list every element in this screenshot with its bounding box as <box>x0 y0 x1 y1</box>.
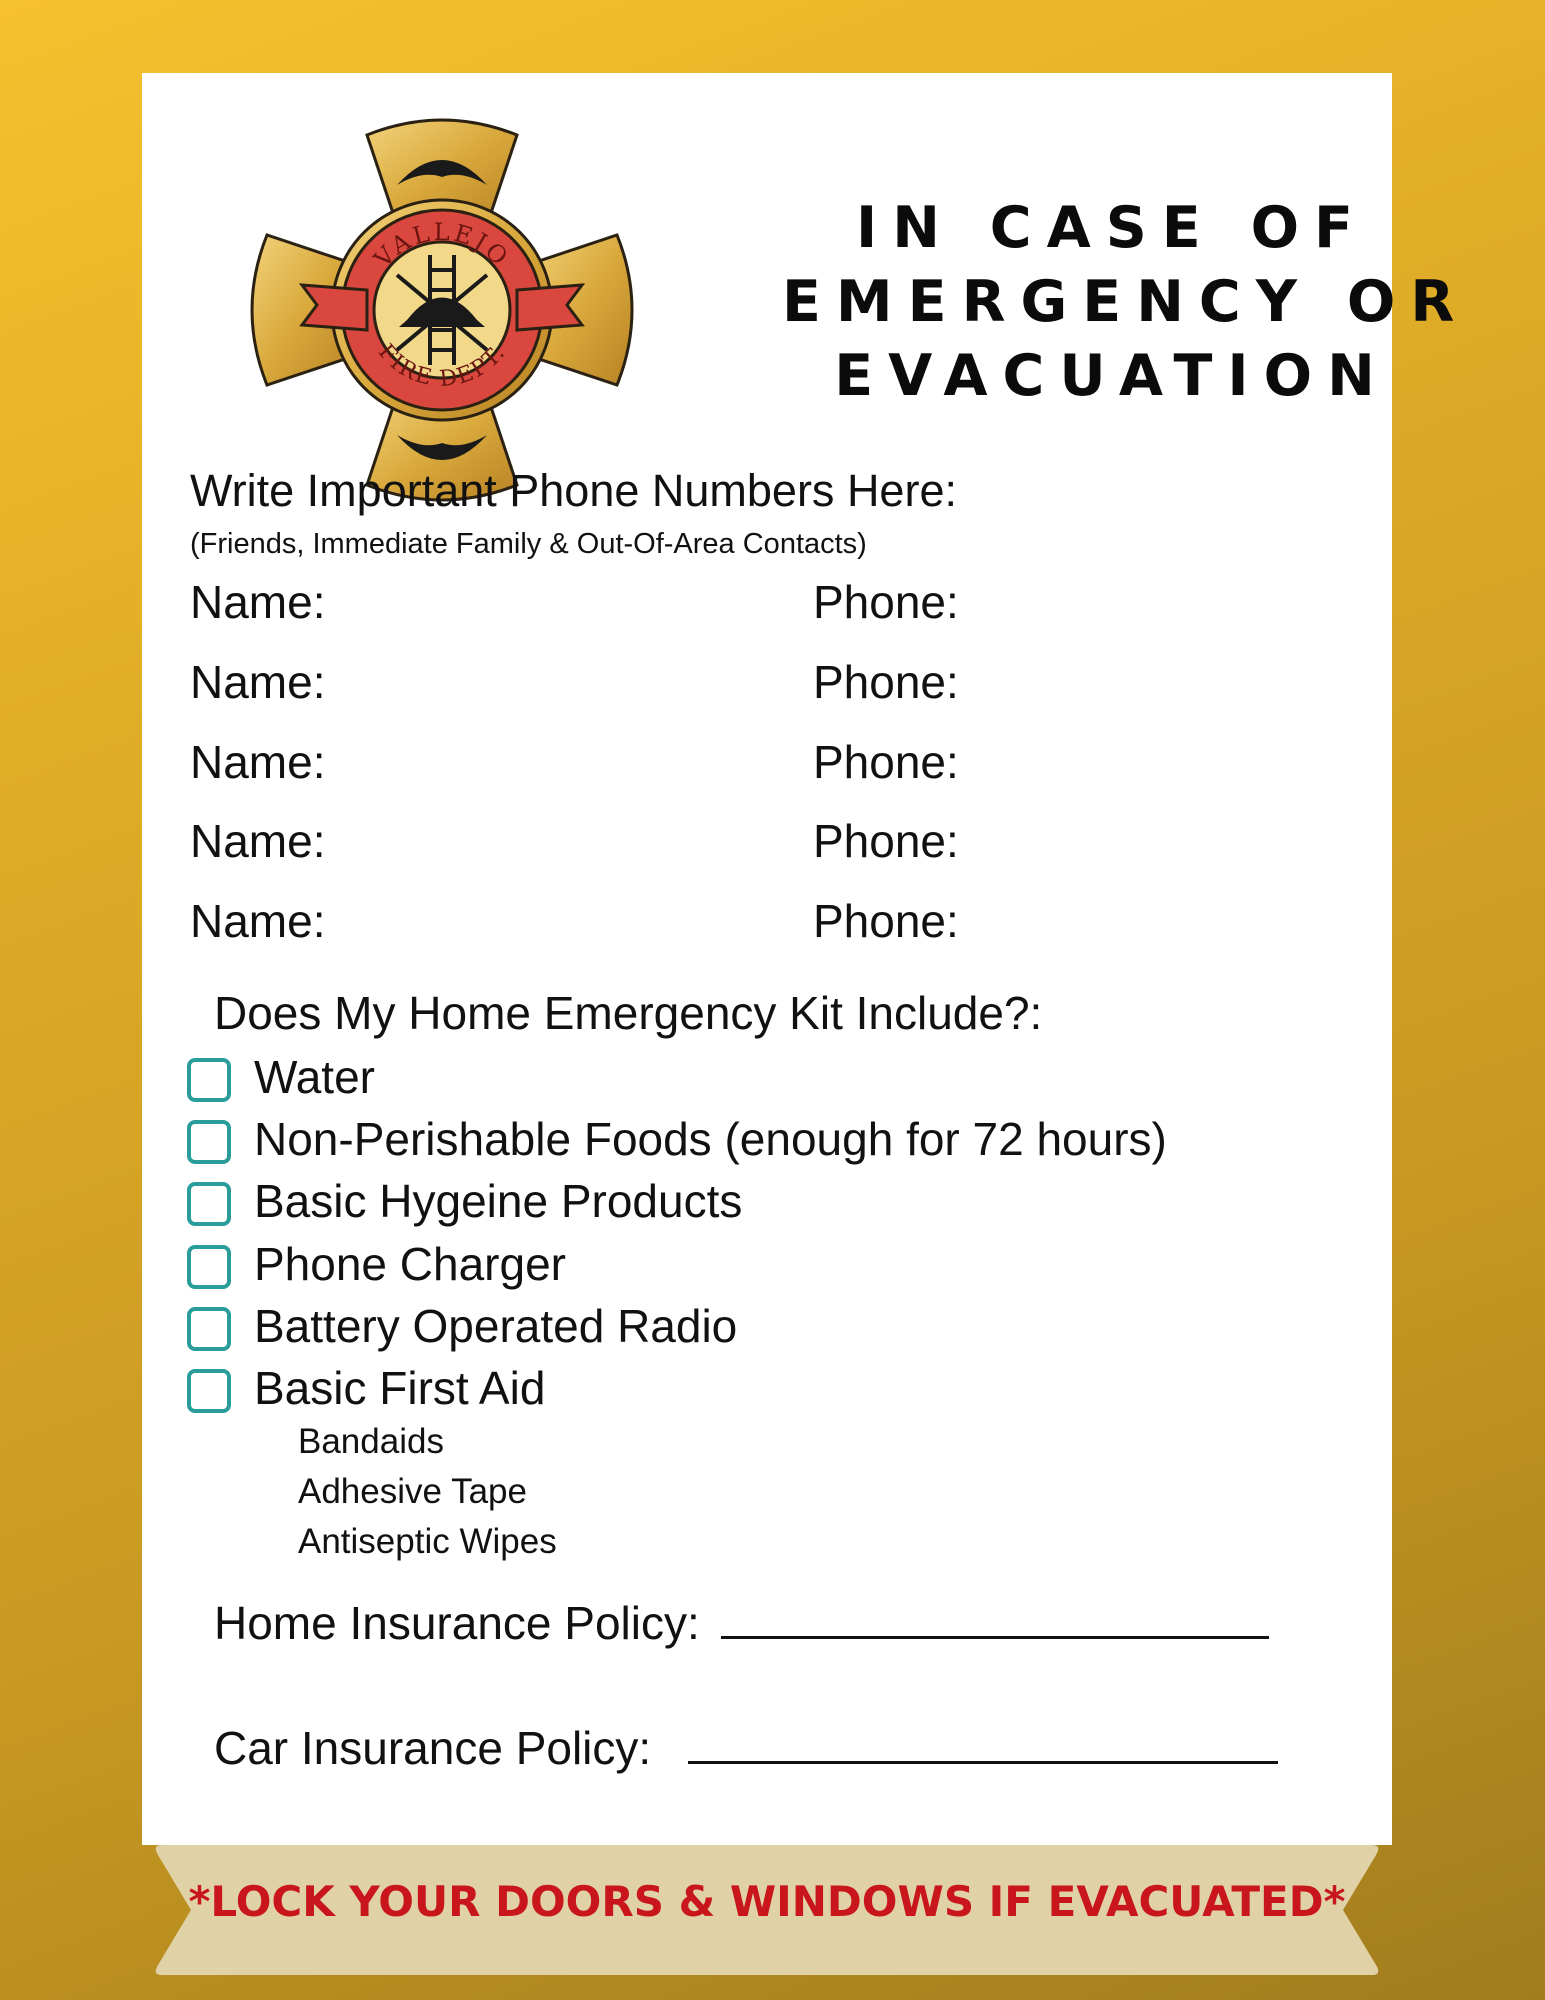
car-insurance-input-line[interactable] <box>688 1741 1278 1764</box>
phone-label: Phone: <box>813 576 959 628</box>
title-line-1: IN CASE OF <box>856 195 1368 261</box>
phone-section-heading: Write Important Phone Numbers Here: <box>190 465 957 516</box>
kit-item-label: Basic Hygeine Products <box>254 1175 743 1227</box>
vallejo-fire-dept-logo <box>247 115 637 505</box>
contact-row <box>190 894 1290 954</box>
home-insurance-label: Home Insurance Policy: <box>214 1597 700 1649</box>
kit-item-radio <box>187 1299 1337 1359</box>
kit-checkbox[interactable] <box>187 1182 231 1226</box>
contact-row <box>190 655 1290 715</box>
kit-checkbox[interactable] <box>187 1369 231 1413</box>
phone-label: Phone: <box>813 656 959 708</box>
home-insurance-input-line[interactable] <box>721 1616 1269 1639</box>
name-label: Name: <box>190 576 326 628</box>
car-insurance-field <box>214 1721 1278 1775</box>
first-aid-sub-item: Bandaids <box>298 1422 444 1461</box>
name-label: Name: <box>190 815 326 867</box>
logo-top-text: VALLEJO <box>368 217 516 273</box>
home-insurance-field <box>214 1596 1269 1650</box>
kit-item-phone-charger <box>187 1237 1337 1297</box>
kit-item-water <box>187 1050 1337 1110</box>
name-label: Name: <box>190 736 326 788</box>
car-insurance-label: Car Insurance Policy: <box>214 1722 652 1774</box>
contact-row <box>190 575 1290 635</box>
kit-checkbox[interactable] <box>187 1058 231 1102</box>
logo-bottom-text: FIRE DEPT. <box>372 339 512 393</box>
name-label: Name: <box>190 656 326 708</box>
title-line-2: EMERGENCY OR <box>782 269 1470 335</box>
contact-row <box>190 735 1290 795</box>
warning-banner-text: *LOCK YOUR DOORS & WINDOWS IF EVACUATED* <box>188 1877 1346 1926</box>
kit-item-label: Battery Operated Radio <box>254 1300 738 1352</box>
contact-row <box>190 814 1290 874</box>
kit-item-label: Non-Perishable Foods (enough for 72 hours) <box>254 1113 1167 1165</box>
kit-item-label: Water <box>254 1051 375 1103</box>
kit-item-label: Phone Charger <box>254 1238 566 1290</box>
name-label: Name: <box>190 895 326 947</box>
kit-item-foods <box>187 1112 1337 1172</box>
page-title <box>782 191 1470 413</box>
kit-checkbox[interactable] <box>187 1120 231 1164</box>
kit-checkbox[interactable] <box>187 1245 231 1289</box>
first-aid-sub-item: Antiseptic Wipes <box>298 1522 557 1561</box>
phone-section-subheading: (Friends, Immediate Family & Out-Of-Area Contacts) <box>190 528 867 560</box>
kit-item-label: Basic First Aid <box>254 1362 546 1414</box>
phone-label: Phone: <box>813 736 959 788</box>
title-line-3: EVACUATION <box>834 343 1390 409</box>
kit-item-first-aid <box>187 1361 1337 1421</box>
phone-label: Phone: <box>813 895 959 947</box>
phone-label: Phone: <box>813 815 959 867</box>
first-aid-sub-item: Adhesive Tape <box>298 1472 527 1511</box>
kit-item-hygiene <box>187 1174 1337 1234</box>
kit-section-heading: Does My Home Emergency Kit Include?: <box>214 987 1043 1039</box>
kit-checkbox[interactable] <box>187 1307 231 1351</box>
form-card <box>142 73 1470 1845</box>
